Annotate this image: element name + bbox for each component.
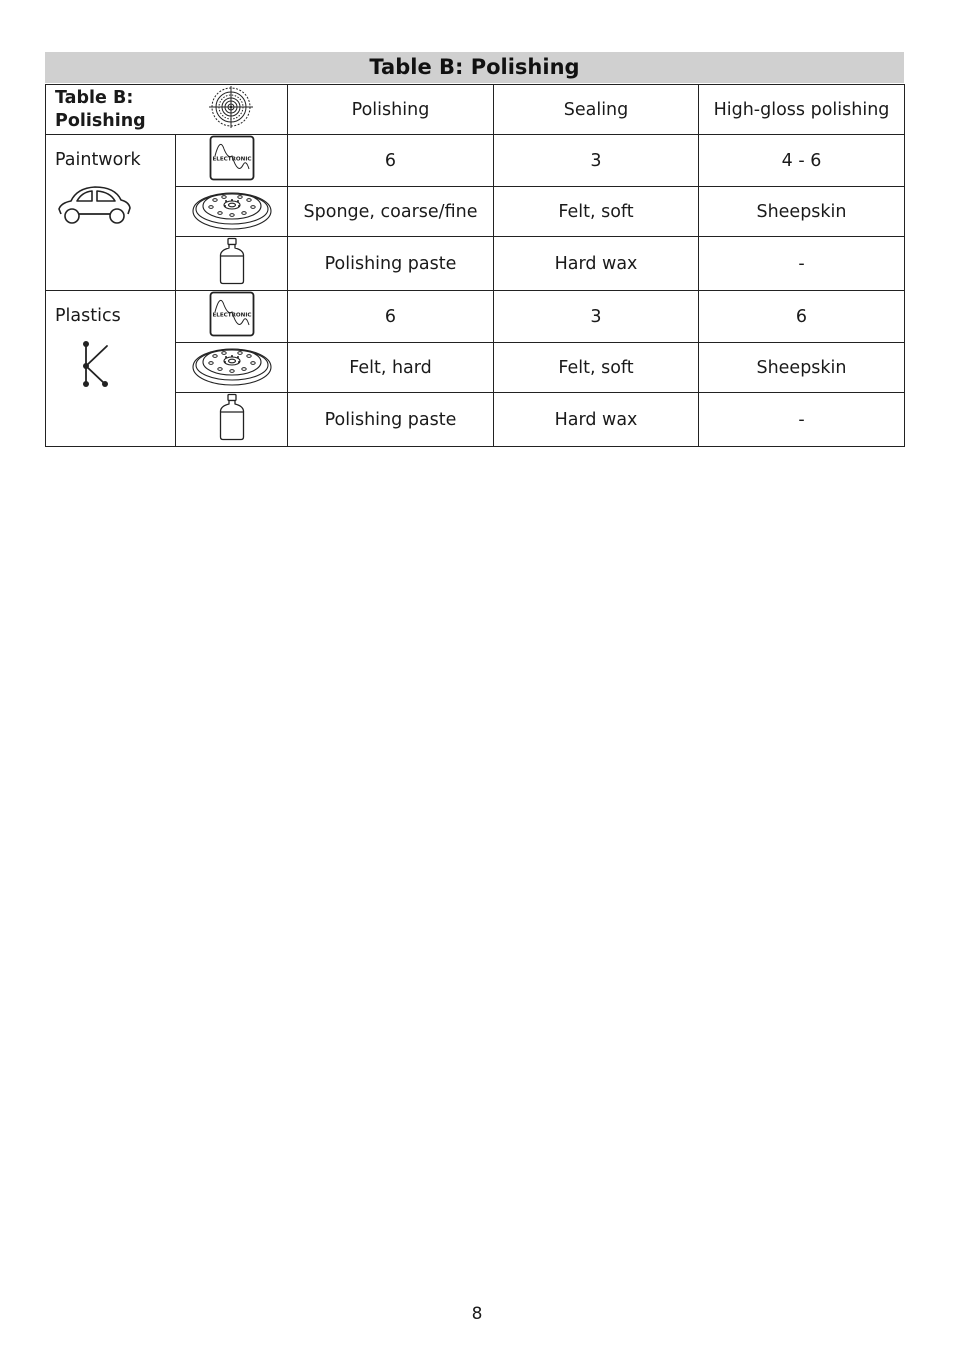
value-cell: Polishing paste: [288, 237, 494, 291]
polishing-table: [45, 84, 905, 447]
value-cell: Sheepskin: [699, 187, 905, 237]
polish-bottle-icon: [217, 393, 247, 446]
polishing-disc-target-icon: [207, 85, 255, 134]
category-label: Paintwork: [55, 150, 141, 170]
value-cell: Felt, soft: [494, 343, 699, 393]
category-label: Plastics: [55, 306, 121, 326]
speed-icon-cell: [176, 135, 288, 187]
value-cell: Felt, soft: [494, 187, 699, 237]
value-cell: -: [699, 393, 905, 447]
bottle-icon-cell: [176, 393, 288, 447]
pad-icon-cell: [176, 187, 288, 237]
electronic-speed-setting-icon: [209, 135, 255, 186]
value-cell: Felt, hard: [288, 343, 494, 393]
pad-icon-cell: [176, 343, 288, 393]
header-label-line-2: Polishing: [55, 110, 146, 131]
table-header-label: [46, 85, 176, 135]
speed-icon-cell: [176, 291, 288, 343]
value-cell: Polishing paste: [288, 393, 494, 447]
backing-pad-icon: [191, 187, 273, 236]
electronic-icon-text: ELECTRONIC: [211, 156, 252, 163]
value-cell: 4 - 6: [699, 135, 905, 187]
value-cell: 3: [494, 135, 699, 187]
column-header-sealing: Sealing: [494, 85, 699, 135]
page-number: 8: [471, 1304, 483, 1324]
bottle-icon-cell: [176, 237, 288, 291]
value-cell: Sheepskin: [699, 343, 905, 393]
value-cell: Hard wax: [494, 393, 699, 447]
car-icon: [55, 184, 175, 233]
polish-bottle-icon: [217, 237, 247, 290]
electronic-icon-text: ELECTRONIC: [211, 312, 252, 319]
backing-pad-icon: [191, 343, 273, 392]
category-cell-plastics: [46, 291, 176, 447]
column-header-high-gloss: High-gloss polishing: [699, 85, 905, 135]
header-icon-cell: [176, 85, 288, 135]
category-cell-paintwork: [46, 135, 176, 291]
plastics-molecule-icon: [55, 340, 175, 393]
table-header-row: [46, 85, 905, 135]
value-cell: 6: [288, 135, 494, 187]
table-row: [46, 291, 905, 343]
table-title: Table B: Polishing: [45, 52, 904, 83]
electronic-speed-setting-icon: [209, 291, 255, 342]
header-label-line-1: Table B:: [55, 87, 134, 108]
value-cell: -: [699, 237, 905, 291]
table-row: [46, 135, 905, 187]
value-cell: Sponge, coarse/fine: [288, 187, 494, 237]
value-cell: 6: [699, 291, 905, 343]
column-header-polishing: Polishing: [288, 85, 494, 135]
value-cell: Hard wax: [494, 237, 699, 291]
value-cell: 6: [288, 291, 494, 343]
value-cell: 3: [494, 291, 699, 343]
